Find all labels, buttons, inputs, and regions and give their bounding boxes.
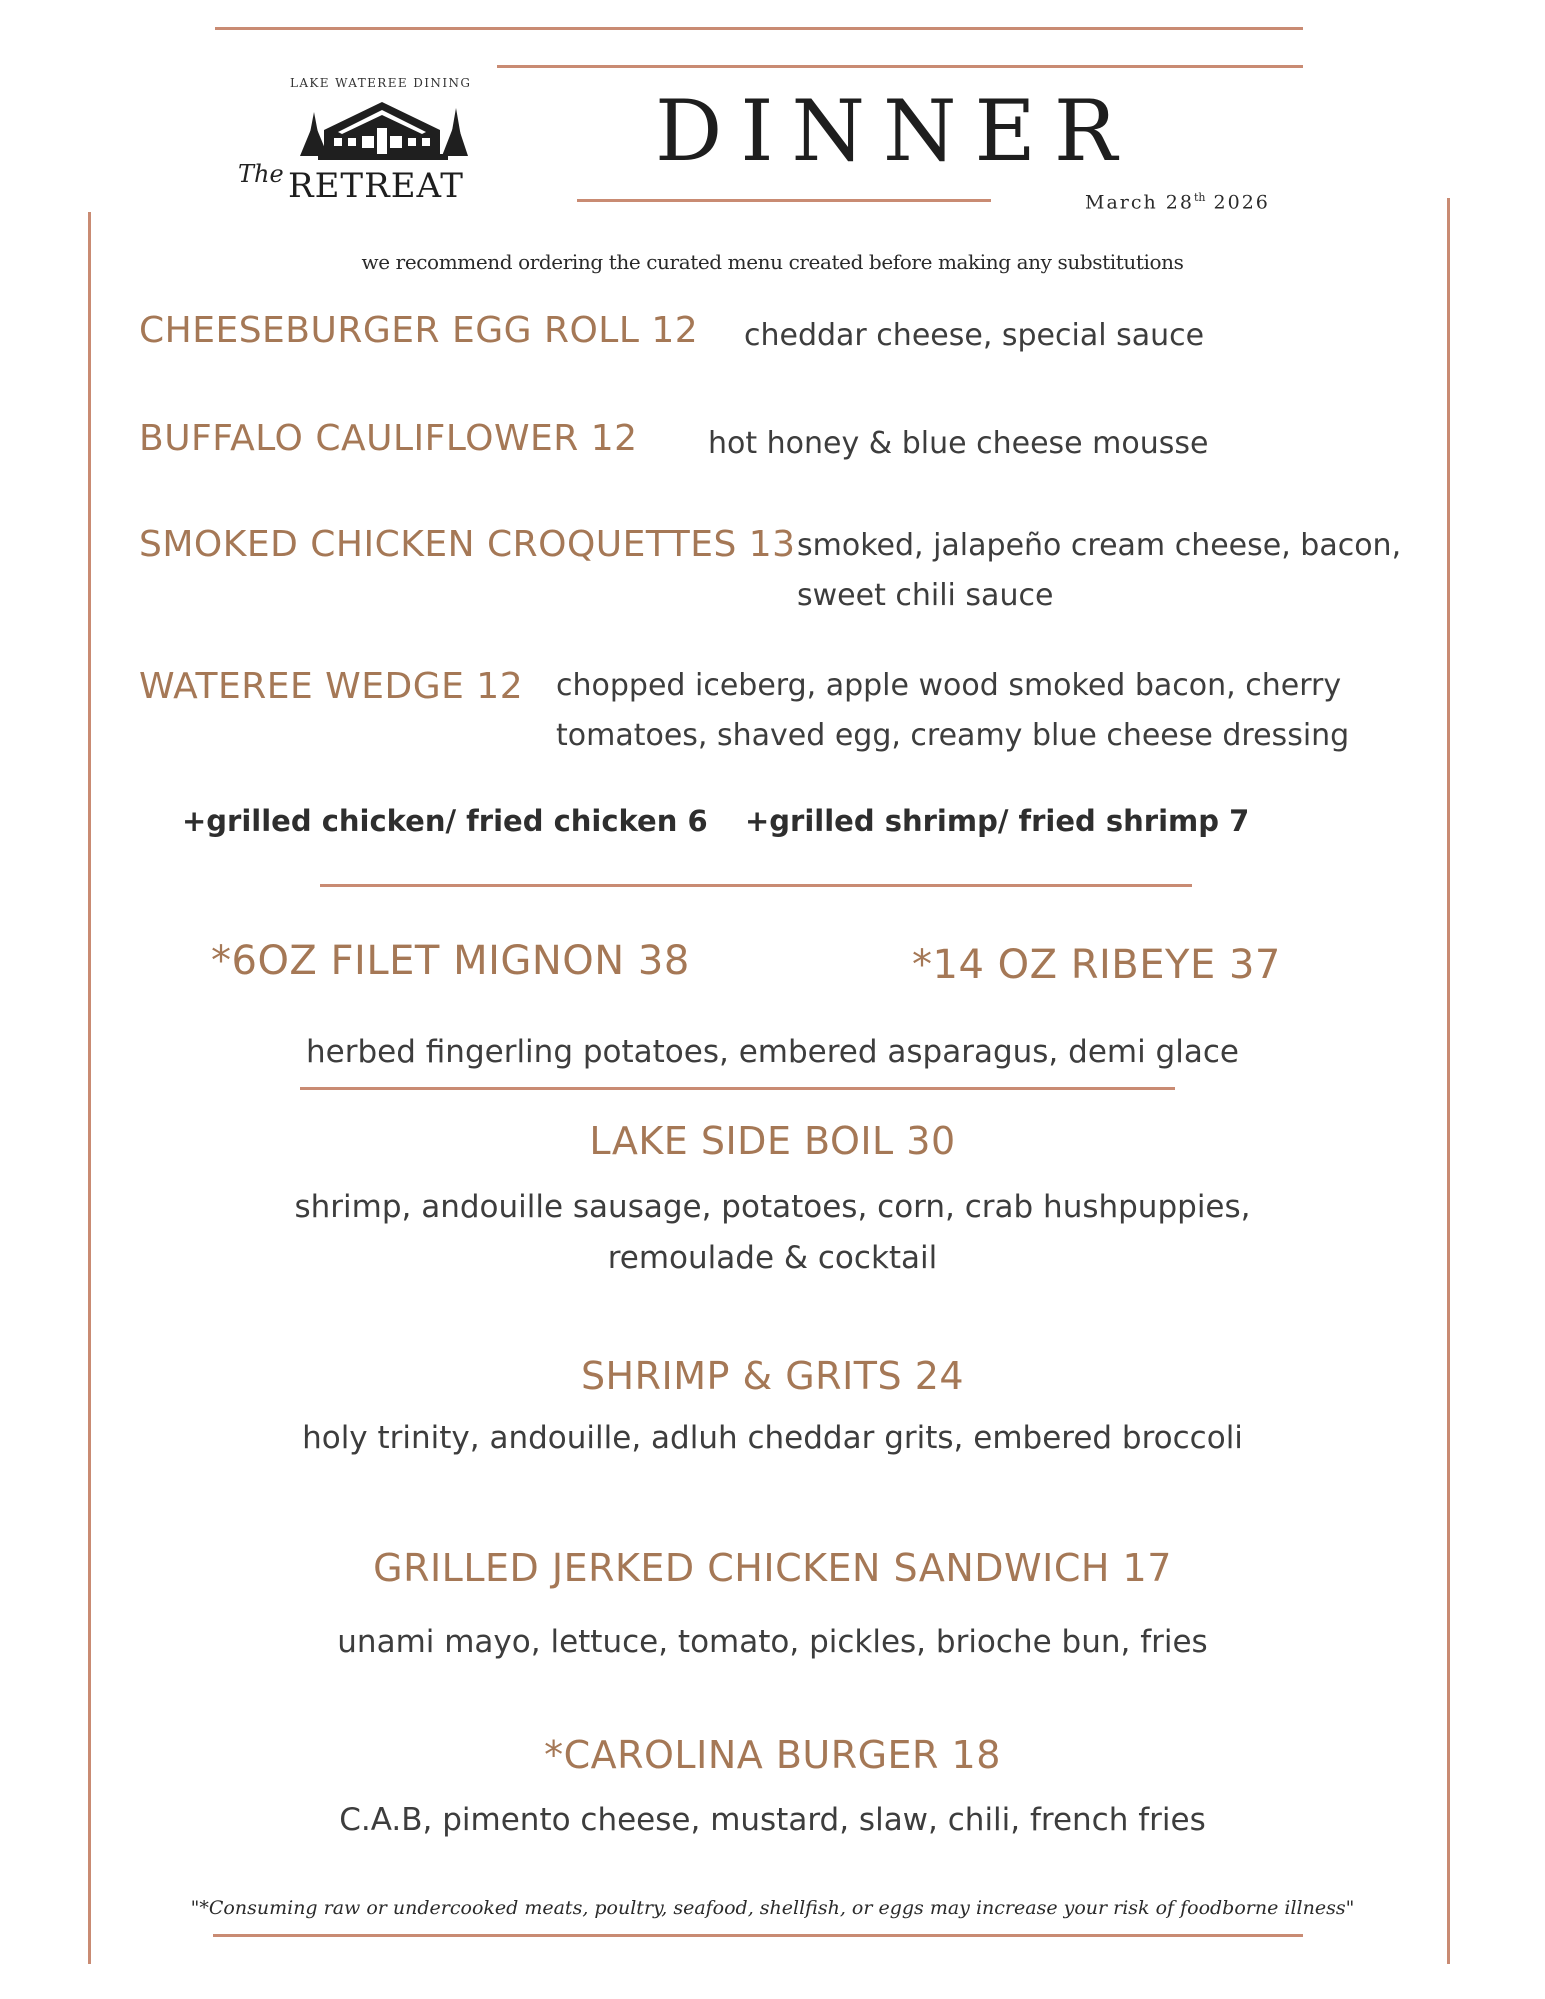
starter-name-1: CHEESEBURGER EGG ROLL 12 xyxy=(139,310,699,351)
addon-shrimp: +grilled shrimp/ fried shrimp 7 xyxy=(745,804,1250,838)
lodge-icon xyxy=(298,92,468,164)
section-divider-2 xyxy=(300,1087,1175,1090)
starter-desc-3b: sweet chili sauce xyxy=(797,578,1054,613)
bottom-rule xyxy=(213,1934,1303,1937)
main-desc-1b: remoulade & cocktail xyxy=(607,1240,938,1276)
logo-name: RETREAT xyxy=(288,166,464,206)
main-desc-3: unami mayo, lettuce, tomato, pickles, brioche bun, fries xyxy=(337,1624,1208,1660)
main-name-4: *CAROLINA BURGER 18 xyxy=(544,1733,1001,1777)
main-desc-4: C.A.B, pimento cheese, mustard, slaw, chili, french fries xyxy=(339,1802,1206,1838)
main-name-2: SHRIMP & GRITS 24 xyxy=(580,1354,965,1398)
date-day: March 28 xyxy=(1085,191,1194,214)
starter-desc-3a: smoked, jalapeño cream cheese, bacon, xyxy=(797,528,1402,563)
page-title: DINNER xyxy=(655,82,1136,180)
date-year: 2026 xyxy=(1213,191,1270,214)
logo-top-line: LAKE WATEREE DINING xyxy=(290,76,472,90)
main-desc-2: holy trinity, andouille, adluh cheddar grits, embered broccoli xyxy=(302,1420,1243,1456)
logo-the: The xyxy=(238,160,284,188)
main-desc-1a: shrimp, andouille sausage, potatoes, corn, crab hushpuppies, xyxy=(294,1189,1251,1225)
substitution-note: we recommend ordering the curated menu created before making any substitutions xyxy=(361,250,1184,274)
starter-name-2: BUFFALO CAULIFLOWER 12 xyxy=(139,418,638,459)
steak-filet: *6OZ FILET MIGNON 38 xyxy=(211,938,690,984)
main-name-1: LAKE SIDE BOIL 30 xyxy=(589,1119,956,1163)
starter-desc-4a: chopped iceberg, apple wood smoked bacon, cherry xyxy=(556,668,1342,703)
date-suffix: th xyxy=(1193,191,1206,204)
menu-date xyxy=(1085,191,1270,213)
right-border xyxy=(1447,198,1450,1964)
section-divider-1 xyxy=(320,884,1192,887)
retreat-logo xyxy=(238,76,478,211)
starter-desc-2: hot honey & blue cheese mousse xyxy=(708,426,1209,461)
steak-desc: herbed fingerling potatoes, embered asparagus, demi glace xyxy=(306,1034,1239,1070)
starter-name-4: WATEREE WEDGE 12 xyxy=(139,666,524,707)
left-border xyxy=(88,212,91,1964)
starter-desc-4b: tomatoes, shaved egg, creamy blue cheese dressing xyxy=(556,718,1350,753)
top-rule-2 xyxy=(497,65,1303,68)
title-underline xyxy=(577,199,991,202)
food-safety-footnote: "*Consuming raw or undercooked meats, poultry, seafood, shellfish, or eggs may increase your risk of foodborne illness" xyxy=(190,1897,1355,1919)
addon-chicken: +grilled chicken/ fried chicken 6 xyxy=(182,804,708,838)
steak-ribeye: *14 OZ RIBEYE 37 xyxy=(912,942,1281,988)
main-name-3: GRILLED JERKED CHICKEN SANDWICH 17 xyxy=(373,1546,1172,1590)
top-rule-1 xyxy=(215,27,1303,30)
starter-name-3: SMOKED CHICKEN CROQUETTES 13 xyxy=(139,524,796,565)
starter-desc-1: cheddar cheese, special sauce xyxy=(744,318,1205,353)
